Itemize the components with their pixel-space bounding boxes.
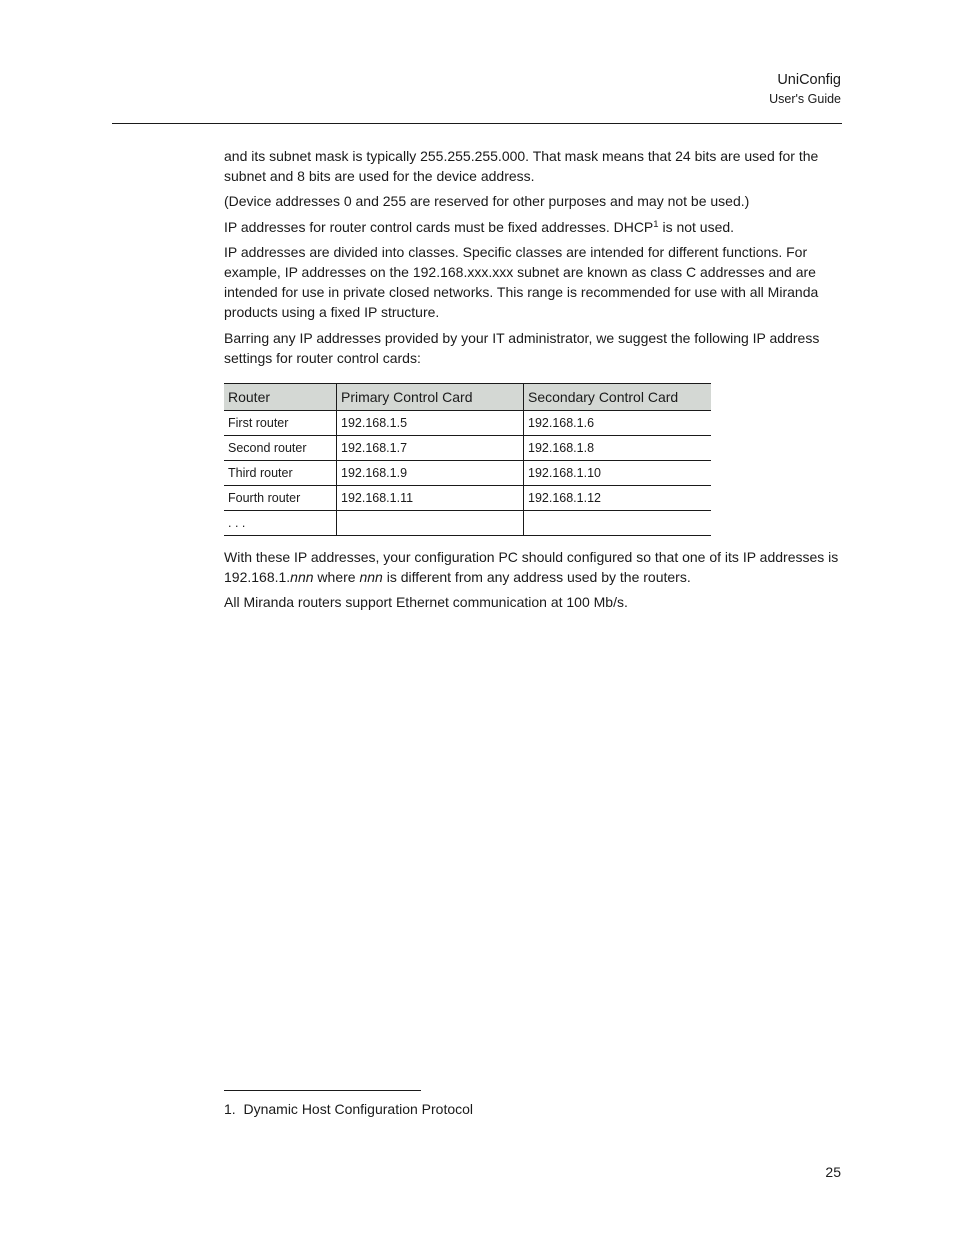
- table-cell-router: . . .: [224, 511, 337, 536]
- table-cell-router: First router: [224, 411, 337, 436]
- table-row: [224, 461, 711, 486]
- header-rule: [112, 123, 842, 124]
- table-row: [224, 436, 711, 461]
- paragraph-ethernet-speed: All Miranda routers support Ethernet communication at 100 Mb/s.: [224, 594, 628, 611]
- paragraph-reserved-addresses: (Device addresses 0 and 255 are reserved for other purposes and may not be used.): [224, 193, 750, 210]
- table-row: [224, 511, 711, 536]
- table-row: [224, 486, 711, 511]
- table-header-row: [224, 384, 711, 411]
- pc-config-variable: nnn: [290, 569, 314, 586]
- table-cell-primary: 192.168.1.9: [337, 461, 524, 486]
- table-cell-primary: 192.168.1.11: [337, 486, 524, 511]
- table-cell-primary: [337, 511, 524, 536]
- table-cell-router: Fourth router: [224, 486, 337, 511]
- header-subtitle: User's Guide: [769, 92, 841, 106]
- paragraph-ip-classes: IP addresses are divided into classes. Specific classes are intended for different functions. For example, IP addresses on the 192.168.xxx.xxx subnet are known as class C addresses and are intended for use in private closed networks. This range is recommended for use with all Miranda products using a fixed IP structure.: [224, 243, 819, 321]
- table-cell-secondary: [524, 511, 712, 536]
- footnote-number: 1.: [224, 1101, 236, 1117]
- table-cell-secondary: 192.168.1.10: [524, 461, 712, 486]
- column-header-secondary: Secondary Control Card: [524, 384, 712, 411]
- column-header-router: Router: [224, 384, 337, 411]
- table-cell-router: Second router: [224, 436, 337, 461]
- pc-config-text: is different from any address used by the routers.: [382, 569, 691, 586]
- table-cell-secondary: 192.168.1.12: [524, 486, 712, 511]
- table-cell-secondary: 192.168.1.8: [524, 436, 712, 461]
- footnote: [224, 1099, 473, 1119]
- table-cell-primary: 192.168.1.7: [337, 436, 524, 461]
- table-cell-router: Third router: [224, 461, 337, 486]
- page-number: 25: [825, 1164, 841, 1180]
- ip-address-table: [224, 383, 711, 536]
- paragraph-pc-configuration: [224, 547, 842, 587]
- pc-config-text: where: [313, 569, 360, 586]
- pc-config-text: With these IP addresses, your configuration PC should configured so that one of its IP addresses is 192.168.1.: [224, 549, 839, 586]
- column-header-primary: Primary Control Card: [337, 384, 524, 411]
- fixed-addresses-text: IP addresses for router control cards must be fixed addresses. DHCP: [224, 218, 654, 235]
- table-cell-primary: 192.168.1.5: [337, 411, 524, 436]
- footnote-reference[interactable]: 1: [653, 218, 659, 230]
- table-cell-secondary: 192.168.1.6: [524, 411, 712, 436]
- footnote-text: Dynamic Host Configuration Protocol: [243, 1101, 474, 1117]
- main-content: [224, 146, 842, 618]
- pc-config-variable: nnn: [359, 569, 383, 586]
- header-title: UniConfig: [777, 72, 841, 88]
- paragraph-subnet-mask: and its subnet mask is typically 255.255.255.000. That mask means that 24 bits are used for the subnet and 8 bits are used for the device address.: [224, 148, 819, 185]
- footnote-rule: [224, 1090, 421, 1091]
- table-row: [224, 411, 711, 436]
- fixed-addresses-text-end: is not used.: [658, 218, 735, 235]
- paragraph-suggested-settings: Barring any IP addresses provided by your IT administrator, we suggest the following IP address settings for router control cards:: [224, 329, 820, 366]
- paragraph-fixed-addresses: [224, 217, 842, 237]
